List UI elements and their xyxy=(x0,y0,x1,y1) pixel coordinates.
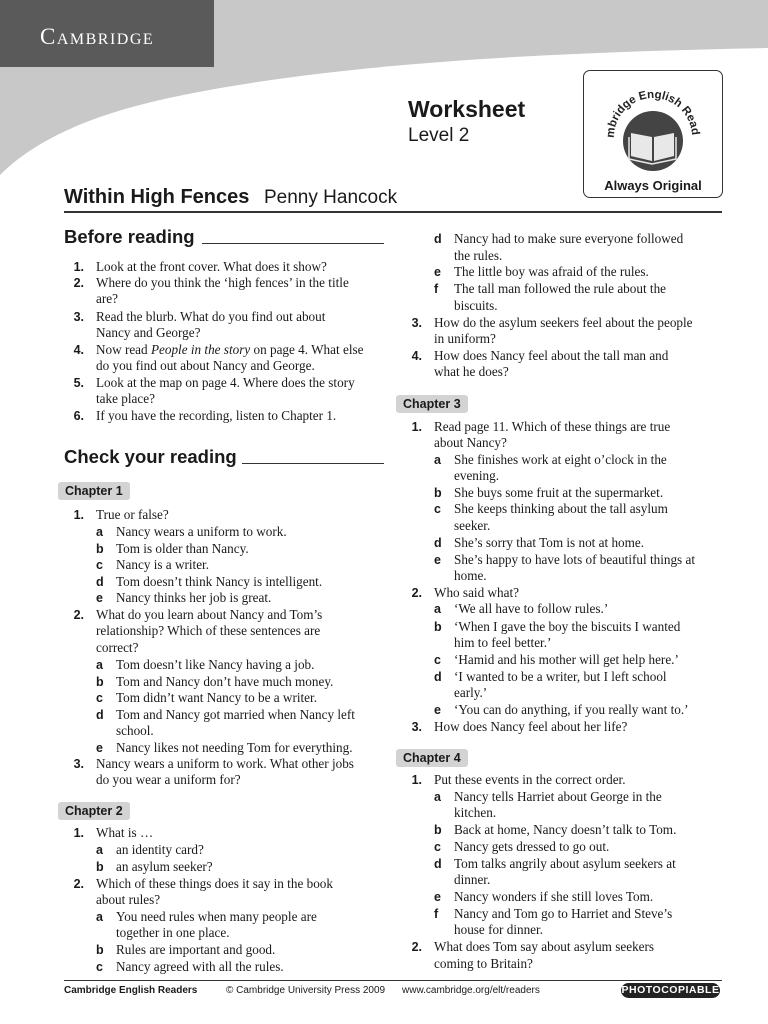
option-letter: d xyxy=(96,575,104,589)
question-text: Read page 11. Which of these things are true xyxy=(434,419,671,434)
option-letter: e xyxy=(434,265,441,279)
question-text: Who said what? xyxy=(434,585,519,600)
question-text: take place? xyxy=(96,391,155,406)
option-letter: e xyxy=(96,741,103,755)
question-text: home. xyxy=(454,568,487,583)
option-letter: d xyxy=(434,536,442,550)
option-letter: f xyxy=(434,907,439,921)
question-text: She keeps thinking about the tall asylum xyxy=(454,501,668,516)
option-letter: a xyxy=(96,525,103,539)
option-letter: a xyxy=(96,910,103,924)
question-text: ‘I wanted to be a writer, but I left school xyxy=(454,669,667,684)
question-text: What do you learn about Nancy and Tom’s xyxy=(96,607,323,622)
question-text: school. xyxy=(116,723,154,738)
question-text: If you have the recording, listen to Chapter 1. xyxy=(96,408,337,423)
logo-caption: Always Original xyxy=(604,178,702,193)
question-number: 1. xyxy=(73,508,84,522)
question-text: together in one place. xyxy=(116,925,230,940)
option-letter: d xyxy=(96,708,104,722)
brand-text: Cambridge xyxy=(40,24,155,49)
question-text: coming to Britain? xyxy=(434,956,533,971)
option-letter: c xyxy=(434,502,441,516)
question-text: Nancy gets dressed to go out. xyxy=(454,839,610,854)
option-letter: e xyxy=(96,591,103,605)
question-text: Tom is older than Nancy. xyxy=(116,541,249,556)
question-text: Put these events in the correct order. xyxy=(434,772,626,787)
option-letter: e xyxy=(434,890,441,904)
option-letter: b xyxy=(96,542,104,556)
question-number: 2. xyxy=(73,608,84,622)
question-text: Nancy is a writer. xyxy=(116,557,210,572)
question-text: The little boy was afraid of the rules. xyxy=(454,264,649,279)
question-number: 4. xyxy=(411,349,422,363)
question-text: what he does? xyxy=(434,364,509,379)
question-text: ‘When I gave the boy the biscuits I wanted xyxy=(454,619,681,634)
option-letter: f xyxy=(434,282,439,296)
chapter-1-label: Chapter 1 xyxy=(58,482,130,500)
option-letter: c xyxy=(434,653,441,667)
cambridge-brand xyxy=(0,0,214,67)
question-number: 2. xyxy=(411,940,422,954)
option-letter: b xyxy=(96,860,104,874)
option-letter: a xyxy=(96,658,103,672)
question-text: correct? xyxy=(96,640,139,655)
question-text: What does Tom say about asylum seekers xyxy=(434,939,655,954)
question-text: Look at the map on page 4. Where does the story xyxy=(96,375,355,390)
chapter-3-label: Chapter 3 xyxy=(396,395,468,413)
question-number: 6. xyxy=(73,409,84,423)
before-reading-rule xyxy=(202,243,384,244)
question-text: What is … xyxy=(96,825,154,840)
question-text: Which of these things does it say in the book xyxy=(96,876,333,891)
logo-seal xyxy=(584,71,721,176)
check-reading-rule xyxy=(242,463,384,464)
question-text: Tom doesn’t like Nancy having a job. xyxy=(116,657,315,672)
question-number: 1. xyxy=(411,420,422,434)
question-text: Nancy tells Harriet about George in the xyxy=(454,789,662,804)
footer-copyright: © Cambridge University Press 2009 xyxy=(226,985,386,996)
question-text: Tom didn’t want Nancy to be a writer. xyxy=(116,690,317,705)
option-letter: d xyxy=(434,857,442,871)
question-text: How does Nancy feel about the tall man and xyxy=(434,348,669,363)
book-author: Penny Hancock xyxy=(264,187,398,208)
question-number: 3. xyxy=(411,316,422,330)
question-text: Tom and Nancy don’t have much money. xyxy=(116,674,334,689)
question-text: True or false? xyxy=(96,507,169,522)
question-text: Nancy wears a uniform to work. xyxy=(116,524,287,539)
question-number: 3. xyxy=(73,310,84,324)
book-title: Within High Fences xyxy=(64,186,250,208)
footer-series: Cambridge English Readers xyxy=(64,985,198,996)
question-text: dinner. xyxy=(454,872,491,887)
footer-url[interactable]: www.cambridge.org/elt/readers xyxy=(402,985,540,996)
option-letter: e xyxy=(434,703,441,717)
question-text: Back at home, Nancy doesn’t talk to Tom. xyxy=(454,822,677,837)
question-text: early.’ xyxy=(454,685,488,700)
question-text: Nancy wears a uniform to work. What other jobs xyxy=(96,756,354,771)
question-text: ‘Hamid and his mother will get help here.’ xyxy=(454,652,679,667)
option-letter: a xyxy=(434,790,441,804)
question-text: an identity card? xyxy=(116,842,204,857)
cambridge-readers-logo xyxy=(583,70,723,198)
question-text: Nancy thinks her job is great. xyxy=(116,590,272,605)
question-text: about rules? xyxy=(96,892,161,907)
option-letter: d xyxy=(434,670,442,684)
option-letter: d xyxy=(434,232,442,246)
question-number: 4. xyxy=(73,343,84,357)
question-number: 3. xyxy=(411,720,422,734)
option-letter: b xyxy=(96,943,104,957)
question-text: relationship? Which of these sentences are xyxy=(96,623,321,638)
question-number: 5. xyxy=(73,376,84,390)
question-text: kitchen. xyxy=(454,805,497,820)
question-text: do you wear a uniform for? xyxy=(96,772,241,787)
logo-arc-text: mbridge English Read xyxy=(604,88,702,139)
chapter-4-label: Chapter 4 xyxy=(396,749,468,767)
question-number: 3. xyxy=(73,757,84,771)
question-text: Now read People in the story on page 4. What else xyxy=(96,342,364,357)
option-letter: b xyxy=(434,486,442,500)
question-text: Tom and Nancy got married when Nancy left xyxy=(116,707,355,722)
question-text: him to feel better.’ xyxy=(454,635,552,650)
question-number: 1. xyxy=(73,826,84,840)
question-text: the rules. xyxy=(454,248,503,263)
question-text: evening. xyxy=(454,468,500,483)
question-number: 1. xyxy=(411,773,422,787)
before-reading-heading: Before reading xyxy=(64,226,195,247)
question-text: ‘We all have to follow rules.’ xyxy=(454,601,609,616)
worksheet-level: Level 2 xyxy=(408,125,470,146)
question-text: She’s happy to have lots of beautiful things at xyxy=(454,552,695,567)
question-text: are? xyxy=(96,291,118,306)
question-text: in uniform? xyxy=(434,331,496,346)
question-number: 2. xyxy=(73,276,84,290)
option-letter: a xyxy=(434,602,441,616)
option-letter: b xyxy=(434,620,442,634)
option-letter: c xyxy=(96,960,103,974)
question-text: She’s sorry that Tom is not at home. xyxy=(454,535,645,550)
option-letter: c xyxy=(434,840,441,854)
question-text: How does Nancy feel about her life? xyxy=(434,719,628,734)
option-letter: c xyxy=(96,558,103,572)
question-text: seeker. xyxy=(454,518,491,533)
option-letter: b xyxy=(96,675,104,689)
question-text: Nancy had to make sure everyone followed xyxy=(454,231,684,246)
question-text: Read the blurb. What do you find out about xyxy=(96,309,326,324)
question-text: house for dinner. xyxy=(454,922,543,937)
question-text: How do the asylum seekers feel about the people xyxy=(434,315,693,330)
question-text: Tom talks angrily about asylum seekers at xyxy=(454,856,676,871)
question-text: biscuits. xyxy=(454,298,498,313)
option-letter: a xyxy=(96,843,103,857)
question-text: an asylum seeker? xyxy=(116,859,213,874)
question-text: Rules are important and good. xyxy=(116,942,276,957)
title-divider xyxy=(64,211,722,213)
question-text: do you find out about Nancy and George. xyxy=(96,358,315,373)
chapter-2-label: Chapter 2 xyxy=(58,802,130,820)
question-text: You need rules when many people are xyxy=(116,909,317,924)
question-text: Tom doesn’t think Nancy is intelligent. xyxy=(116,574,323,589)
question-text: about Nancy? xyxy=(434,435,507,450)
footer-divider xyxy=(64,980,722,981)
question-number: 2. xyxy=(411,586,422,600)
question-number: 2. xyxy=(73,877,84,891)
photocopiable-badge: PHOTOCOPIABLE xyxy=(621,984,720,996)
question-text: Nancy likes not needing Tom for everything. xyxy=(116,740,353,755)
question-text: Nancy wonders if she still loves Tom. xyxy=(454,889,654,904)
question-text: Nancy agreed with all the rules. xyxy=(116,959,284,974)
question-text: Nancy and George? xyxy=(96,325,201,340)
question-text: She finishes work at eight o’clock in the xyxy=(454,452,667,467)
option-letter: e xyxy=(434,553,441,567)
question-text: Nancy and Tom go to Harriet and Steve’s xyxy=(454,906,673,921)
option-letter: c xyxy=(96,691,103,705)
question-text: The tall man followed the rule about the xyxy=(454,281,667,296)
worksheet-title: Worksheet xyxy=(408,96,526,122)
question-number: 1. xyxy=(73,260,84,274)
question-text: Look at the front cover. What does it show? xyxy=(96,259,327,274)
question-text: She buys some fruit at the supermarket. xyxy=(454,485,664,500)
question-text: Where do you think the ‘high fences’ in the title xyxy=(96,275,349,290)
option-letter: a xyxy=(434,453,441,467)
question-text: ‘You can do anything, if you really want to.’ xyxy=(454,702,689,717)
option-letter: b xyxy=(434,823,442,837)
check-reading-heading: Check your reading xyxy=(64,446,237,467)
